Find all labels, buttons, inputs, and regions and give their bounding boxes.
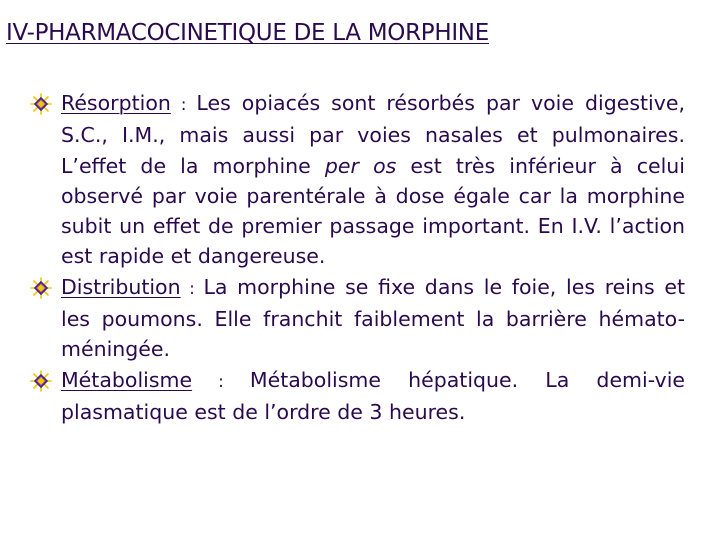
page-title: IV-PHARMACOCINETIQUE DE LA MORPHINE <box>6 20 489 46</box>
section-term: Résorption <box>61 91 171 115</box>
section-separator: : <box>192 371 250 392</box>
section-text: Les opiacés sont résorbés par voie digestive, S.C., I.M., mais aussi par voies nasales et pulmonaires. L’effet de la morphine <box>61 91 685 178</box>
section-distribution <box>30 272 685 365</box>
diamond-burst-bullet-icon <box>30 370 52 392</box>
section-text: La morphine se fixe dans le foie, les reins et les poumons. Elle franchit faiblement la barrière hémato-méningée. <box>61 274 685 362</box>
section-separator: : <box>170 95 197 115</box>
section-term: Distribution <box>61 274 181 299</box>
section-text-end: est très inférieur à celui observé par voie parentérale à dose égale car la morphine subit un effet de premier passage important. En I.V. l’action est rapide et dangereuse. <box>61 153 685 269</box>
section-text: Métabolisme hépatique. La demi-vie plasmatique est de l’ordre de 3 heures. <box>61 367 686 424</box>
section-metabolisme <box>30 365 685 428</box>
section-separator: : <box>180 278 204 299</box>
diamond-burst-bullet-icon <box>30 277 52 299</box>
diamond-burst-bullet-icon <box>30 93 52 115</box>
section-term: Métabolisme <box>61 367 193 392</box>
bullet-list <box>30 88 685 427</box>
section-resorption <box>30 88 685 272</box>
section-text-italic: per os <box>324 153 397 178</box>
